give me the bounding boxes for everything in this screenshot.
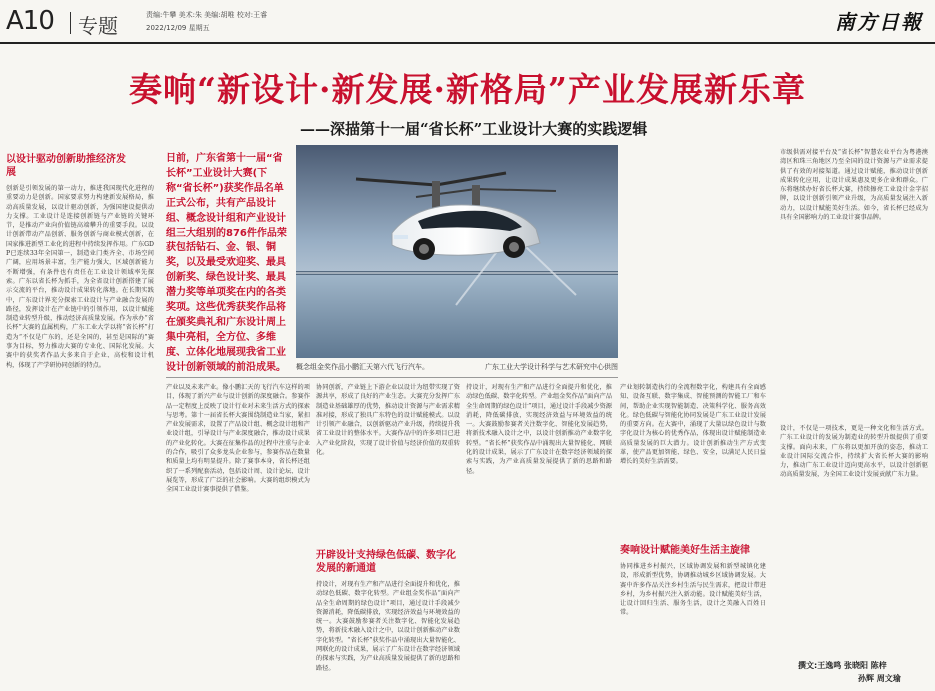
article-column-3: 协同创新，产业链上下游企业以设计为纽带实现了资源共享，形成了良好的产业生态。大赛充分发挥广东制造业基础雄厚的优势，推动设计资源与产业需求精准对接，形成了独具广东特色的设计赋能模式。以设计引领产业融合，以创新驱动产业升级，持续提升我省工业设计的整体水平。大赛作品中的许多项目已进入产业化阶段，实现了设计价值与经济价值的双重转化。 xyxy=(316,384,460,457)
section-title-left: 以设计驱动创新助推经济发展 xyxy=(6,154,126,178)
article-column-4: 持设计，对现有生产和产品进行全面提升和优化，推动绿色低碳、数字化转型。产业组金奖作品“面向产品全生命周期的绿色设计”项目，通过设计手段减少资源消耗，降低碳排放，实现经济效益与环境效益的统一。大赛鼓励参赛者关注数字化、智能化发展趋势，将新技术融入设计之中，以设计创新推动产业数字化转型。“省长杯”获奖作品中涌现出大量智能化、网联化的设计成果，展示了广东设计在数字经济领域的探索与实践，为产业高质量发展提供了新的思路和路径。 xyxy=(466,384,612,475)
page-number: A10 xyxy=(6,6,54,36)
newspaper-logo: 南方日報 xyxy=(835,10,923,34)
lead-paragraph: 日前，广东省第十一届“省长杯”工业设计大赛(下称“省长杯”)获奖作品名单正式公布，共有产品设计组、概念设计组和产业设计组三大组别的876件作品荣获包括钻石、金、银、铜奖，以及最受欢迎奖、最具创新奖、绿色设计奖、最具潜力奖等单项奖在内的各类奖项。这些优秀获奖作品将在颁奖典礼和广东设计周上集中亮相，全方位、多维度、立体化地展现我省工业设计创新领域的前沿成果。 xyxy=(166,153,287,373)
section-name: 专题 xyxy=(78,14,118,38)
sub-headline: ——深描第十一届“省长杯”工业设计大赛的实践逻辑 xyxy=(300,120,648,138)
article-column-7: 设计，不仅是一项技术，更是一种文化和生活方式。广东工业设计的发展为制造业的转型升级提供了重要支撑。面向未来，广东将以更加开放的姿态，推动工业设计国际交流合作，持续扩大省长杯大赛的影响力，推动广东工业设计迈向更高水平，以设计创新驱动高质量发展，为全国工业设计发展贡献广东力量。 xyxy=(780,425,928,479)
article-column-6: 市级供需对接平台及“省长杯”智慧农业平台为粤港澳湾区和珠三角地区乃至全国的设计资源与产业需求提供了有效的对接渠道。通过设计赋能，推动设计创新成果转化应用，让设计成果惠及更多企业和群众。广东将继续办好省长杯大赛，持续擦亮工业设计金字招牌，以设计创新引领产业升级，为高质量发展注入新动力，以设计赋能美好生活。如今，省长杯已经成为具有全国影响力的工业设计赛事品牌。 xyxy=(780,149,928,222)
flying-car-image xyxy=(296,145,618,358)
photo-credit: 广东工业大学设计科学与艺术研究中心供图 xyxy=(485,363,618,371)
main-headline: 奏响“新设计·新发展·新格局”产业发展新乐章 xyxy=(129,70,806,109)
byline-2: 孙辉 周文瑜 xyxy=(858,674,901,683)
editor-credits: 责编:牛攀 美术:朱 美编:胡唯 校对:王睿 xyxy=(146,11,268,19)
section-title-middle: 开辟设计支持绿色低碳、数字化发展的新通道 xyxy=(316,550,456,574)
byline-1: 撰文:王逸鸣 张晓阳 陈梓 xyxy=(798,661,887,670)
section-divider xyxy=(166,377,618,378)
feature-photo xyxy=(296,145,618,358)
article-column-2: 产业以及未来产业。像小鹏汇天的飞行汽车这样的项目，体现了新兴产业与设计创新的深度融合。参赛作品一定程度上反映了设计行业对未来生活方式的探索与思考。第十一届省长杯大赛围绕制造业当家，紧扣产业发展需求，设置了产品设计组、概念设计组和产业设计组，引导设计与产业深度融合，推动设计成果的产业化转化。大赛在征集作品的过程中注重与企业的合作，吸引了众多龙头企业参与，参赛作品在数量和质量上均有明显提升。除了赛事本身，省长杯还组织了一系列配套活动，包括设计周、设计论坛、设计展览等，形成了广泛的社会影响。大赛的组织模式为全国工业设计赛事提供了借鉴。 xyxy=(166,384,310,494)
issue-date: 2022/12/09 星期五 xyxy=(146,24,210,32)
masthead xyxy=(0,0,935,44)
article-column-3b: 持设计，对现有生产和产品进行全面提升和优化，推动绿色低碳、数字化转型。产业组金奖作品“面向产品全生命周期的绿色设计”项目，通过设计手段减少资源消耗，降低碳排放，实现经济效益与环境效益的统一。大赛鼓励参赛者关注数字化、智能化发展趋势，将新技术融入设计之中，以设计创新推动产业数字化转型。“省长杯”获奖作品中涌现出大量智能化、网联化的设计成果，展示了广东设计在数字经济领域的探索与实践，为产业高质量发展提供了新的思路和路径。 xyxy=(316,581,460,672)
photo-caption: 概念组金奖作品小鹏汇天第六代飞行汽车。 xyxy=(296,363,429,371)
article-column-5: 产业划转制造执行的全流程数字化，构建具有全面感知、设备互联、数字集成、智能预测的智能工厂和车间，帮助企业实现智能制造、决策科学化、服务高效化。绿色低碳与智能化协同发展是广东工业设计发展的重要方向。在大赛中，涌现了大量以绿色设计与数字化设计为核心的优秀作品，体现出设计赋能制造业高质量发展的巨大潜力。设计创新推动生产方式变革，使产品更加智能、绿色、安全，以满足人民日益增长的美好生活需要。 xyxy=(620,384,766,466)
article-column-5b: 协同推进乡村振兴，区域协调发展和新型城镇化建设，形成新型优势，协调推动城乡区域协调发展。大赛中许多作品关注乡村生活与民生需求，把设计带进乡村，为乡村振兴注入新动能。设计赋能美好生活，让设计回归生活、服务生活，设计之美融入百姓日常。 xyxy=(620,563,766,617)
masthead-divider xyxy=(70,12,71,34)
section-title-right: 奏响设计赋能美好生活主旋律 xyxy=(620,545,750,556)
article-column-1: 创新是引领发展的第一动力，推进我国现代化进程的重要动力是创新。国家要求努力构建新发展格局，推动高质量发展，以设计驱动创新，为强国建设提供动力支撑。工业设计是连接创新链与产业链的关键环节，是推动产业向价值链高端攀升的重要手段。以设计创新带动产品创新、服务创新与商业模式创新，在国家推进新型工业化的进程中持续发挥作用。广东GDP已连续33年全国第一，制造业门类齐全、市场空间广阔，应用场景丰富，生产能力强大，区域创新能力不断增强，有条件也有责任在工业设计领域率先探索。广东以省长杯为抓手，为全省设计创新搭建了展示交流的平台，推动设计成果转化落地。在长期实践中，广东设计界充分探索工业设计与产业融合发展的路径，发挥设计在产业链中的引领作用，以设计赋能制造业转型升级，推动经济高质量发展。作为承办“省长杯”大赛的直属机构，广东工业大学以将“省长杯”打造为“不仅是广东的，还是全国的，甚至是国际的”赛事为目标，努力推动大赛的专业化、国际化发展。大赛中的获奖者作品大多来自于企业、高校和设计机构，体现了产学研协同创新的特点。 xyxy=(6,185,154,369)
